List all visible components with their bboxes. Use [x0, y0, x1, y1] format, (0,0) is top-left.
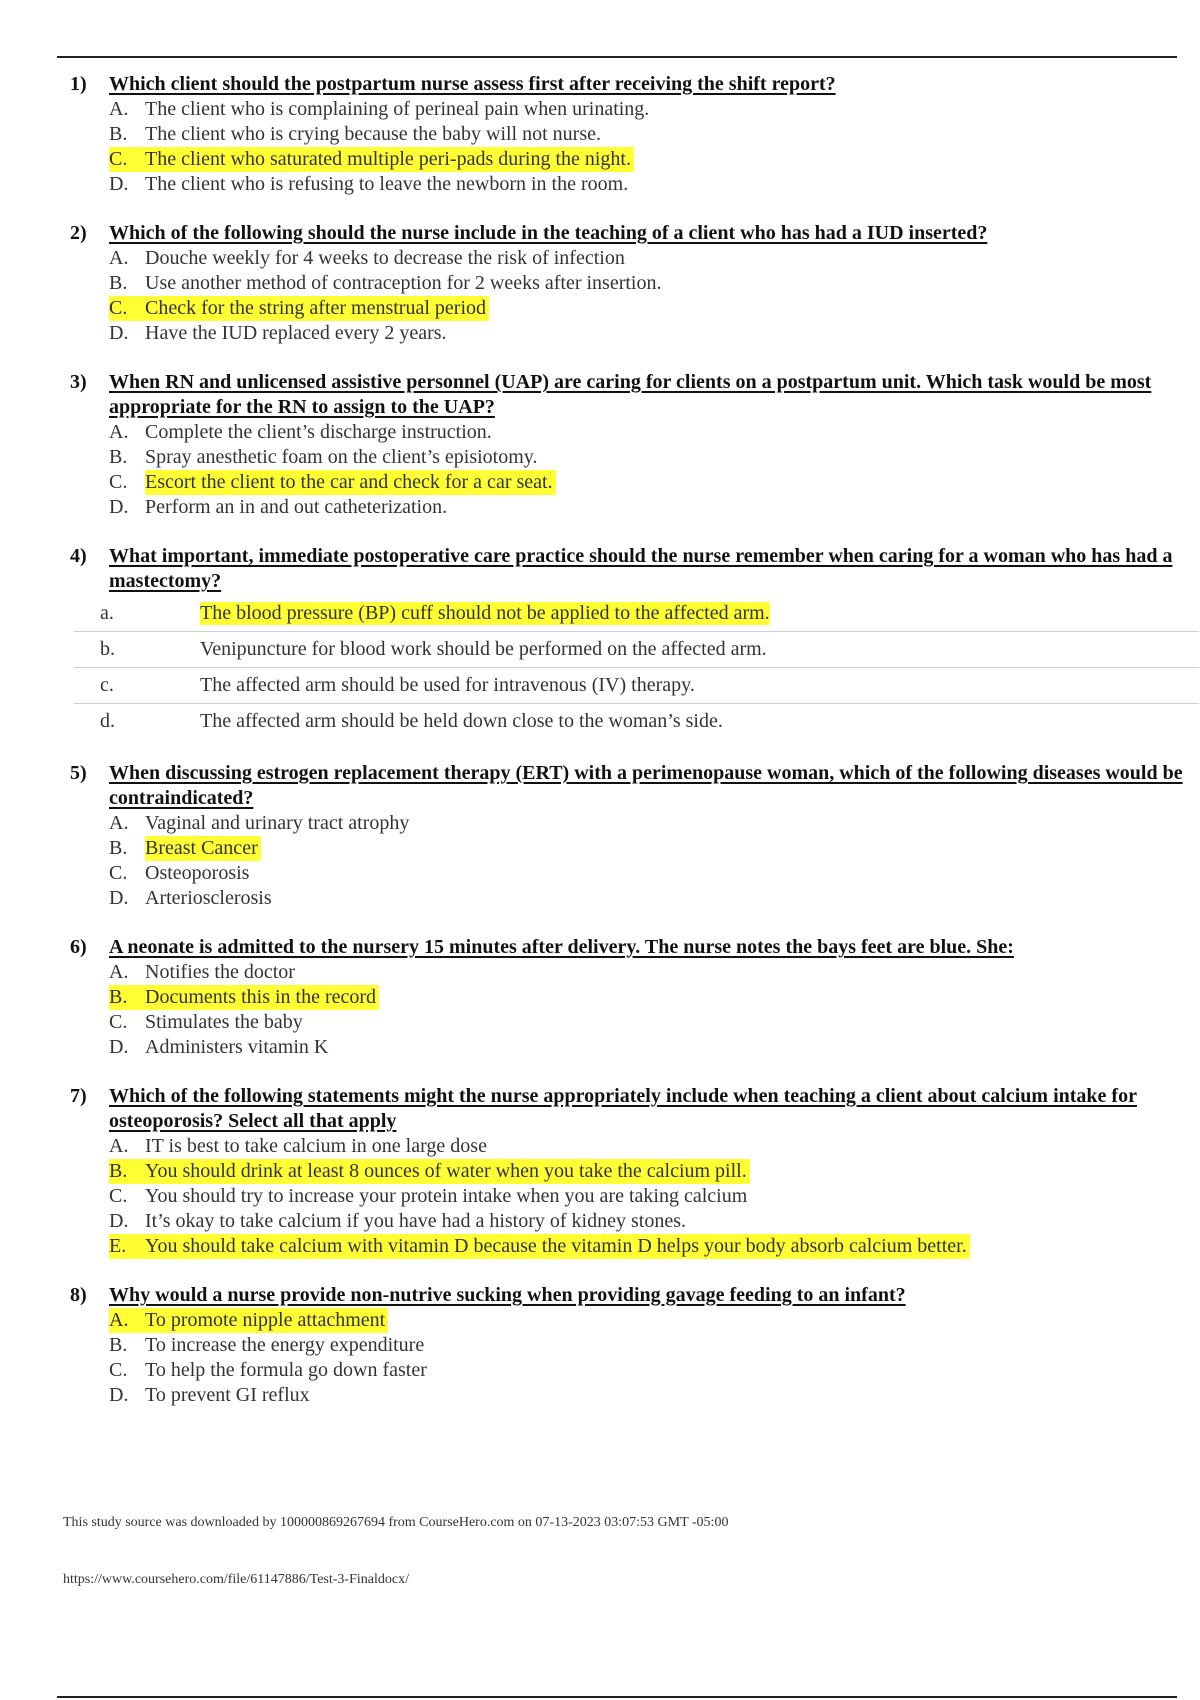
question-header — [70, 1283, 1185, 1308]
option-letter: b. — [100, 638, 115, 660]
option-letter: C. — [109, 1185, 128, 1207]
option-table — [70, 596, 1185, 739]
option-letter: C. — [109, 147, 145, 172]
option-row-b — [74, 632, 1199, 668]
question-8 — [70, 1283, 1185, 1408]
option-letter: A. — [109, 247, 129, 269]
option-text: To prevent GI reflux — [145, 1384, 310, 1406]
question-header — [70, 935, 1185, 960]
option-text: You should try to increase your protein intake when you are taking calcium — [145, 1185, 748, 1207]
question-number: 6) — [70, 936, 87, 958]
option-text: Breast Cancer — [145, 836, 261, 861]
question-header — [70, 370, 1185, 420]
question-number: 5) — [70, 762, 87, 784]
option-letter: A. — [109, 1135, 129, 1157]
option-text: Vaginal and urinary tract atrophy — [145, 812, 410, 834]
top-rule — [57, 56, 1177, 58]
option-text: The client who saturated multiple peri-pads during the night. — [145, 147, 634, 172]
option-letter: A. — [109, 1308, 145, 1333]
question-number: 2) — [70, 222, 87, 244]
question-text: What important, immediate postoperative care practice should the nurse remember when caring for a woman who has had a mastectomy? — [109, 545, 1173, 592]
question-number: 3) — [70, 371, 87, 393]
option-letter: B. — [109, 1159, 145, 1184]
option-e-highlighted — [109, 1234, 1185, 1259]
option-text: Stimulates the baby — [145, 1011, 303, 1033]
option-letter: A. — [109, 421, 129, 443]
option-text: Check for the string after menstrual period — [145, 296, 489, 321]
option-c-highlighted — [109, 147, 1185, 172]
option-a — [109, 960, 1185, 985]
bottom-rule — [57, 1696, 1177, 1698]
question-3 — [70, 370, 1185, 520]
option-text: The client who is complaining of perineal pain when urinating. — [145, 98, 650, 120]
option-c-highlighted — [109, 296, 1185, 321]
question-header — [70, 544, 1185, 594]
option-letter: D. — [109, 173, 129, 195]
option-text: To increase the energy expenditure — [145, 1334, 425, 1356]
option-letter: E. — [109, 1234, 145, 1259]
option-text: Spray anesthetic foam on the client’s episiotomy. — [145, 446, 538, 468]
option-letter: c. — [100, 674, 114, 696]
question-text: Why would a nurse provide non-nutrive sucking when providing gavage feeding to an infant? — [109, 1284, 906, 1306]
option-text: Douche weekly for 4 weeks to decrease the risk of infection — [145, 247, 625, 269]
option-letter: C. — [109, 1011, 128, 1033]
option-text: You should drink at least 8 ounces of water when you take the calcium pill. — [145, 1159, 750, 1184]
option-row-a-highlighted — [74, 596, 1199, 632]
option-a — [109, 1134, 1185, 1159]
option-text: Escort the client to the car and check for a car seat. — [145, 470, 556, 495]
option-letter: A. — [109, 98, 129, 120]
option-letter: d. — [100, 710, 115, 732]
option-letter: D. — [109, 322, 129, 344]
option-c — [109, 470, 1185, 495]
quiz-content — [70, 72, 1185, 1432]
option-letter: D. — [109, 1210, 129, 1232]
option-letter: B. — [109, 985, 145, 1010]
option-letter: C. — [109, 296, 145, 321]
option-letter: D. — [109, 1384, 129, 1406]
option-d — [109, 495, 1185, 520]
question-header — [70, 1084, 1185, 1134]
option-letter: B. — [109, 123, 128, 145]
question-text: Which of the following should the nurse include in the teaching of a client who has had a IUD inserted? — [109, 222, 988, 244]
option-letter: A. — [109, 812, 129, 834]
option-letter: D. — [109, 887, 129, 909]
option-letter: D. — [109, 496, 129, 518]
option-b-highlighted — [109, 1159, 1185, 1184]
option-text: Documents this in the record — [145, 985, 379, 1010]
option-text: Venipuncture for blood work should be performed on the affected arm. — [200, 638, 767, 660]
option-text: Administers vitamin K — [145, 1036, 329, 1058]
question-text: A neonate is admitted to the nursery 15 minutes after delivery. The nurse notes the bays feet are blue. She: — [109, 936, 1014, 958]
option-letter: C. — [109, 471, 128, 493]
option-row-c — [74, 668, 1199, 704]
option-text: It’s okay to take calcium if you have had a history of kidney stones. — [145, 1210, 686, 1232]
option-letter: C. — [109, 1359, 128, 1381]
option-letter: B. — [109, 837, 128, 859]
option-text: Use another method of contraception for 2 weeks after insertion. — [145, 272, 662, 294]
option-c — [109, 861, 1185, 886]
question-number: 1) — [70, 73, 87, 95]
option-a-highlighted — [109, 1308, 1185, 1333]
option-text: Perform an in and out catheterization. — [145, 496, 448, 518]
question-header — [70, 221, 1185, 246]
question-text: When RN and unlicensed assistive personnel (UAP) are caring for clients on a postpartum unit. Which task would be most appropriate for the RN to assign to the UAP? — [109, 371, 1152, 418]
question-text: When discussing estrogen replacement therapy (ERT) with a perimenopause woman, which of the following diseases would be contraindicated? — [109, 762, 1183, 809]
option-b — [109, 445, 1185, 470]
question-number: 8) — [70, 1284, 87, 1306]
option-text: To help the formula go down faster — [145, 1359, 427, 1381]
option-d — [109, 172, 1185, 197]
option-c — [109, 1010, 1185, 1035]
option-d — [109, 886, 1185, 911]
question-7 — [70, 1084, 1185, 1259]
source-url-link[interactable]: https://www.coursehero.com/file/61147886/Test-3-Finaldocx/ — [63, 1572, 409, 1587]
question-text: Which of the following statements might the nurse appropriately include when teaching a client about calcium intake for osteoporosis? Select all that apply — [109, 1085, 1137, 1132]
option-letter: D. — [109, 1036, 129, 1058]
option-d — [109, 1035, 1185, 1060]
option-text: The client who is crying because the baby will not nurse. — [145, 123, 601, 145]
option-text: Arteriosclerosis — [145, 887, 272, 909]
option-c — [109, 1184, 1185, 1209]
option-text: Complete the client’s discharge instruction. — [145, 421, 492, 443]
question-header — [70, 72, 1185, 97]
option-b — [109, 122, 1185, 147]
option-text: The blood pressure (BP) cuff should not be applied to the affected arm. — [200, 602, 770, 624]
option-letter: B. — [109, 1334, 128, 1356]
option-text: The affected arm should be held down close to the woman’s side. — [200, 710, 723, 732]
option-b-highlighted — [109, 985, 1185, 1010]
question-6 — [70, 935, 1185, 1060]
option-text: You should take calcium with vitamin D because the vitamin D helps your body absorb calcium better. — [145, 1234, 970, 1259]
option-b — [109, 836, 1185, 861]
question-number: 7) — [70, 1085, 87, 1107]
option-text: IT is best to take calcium in one large dose — [145, 1135, 487, 1157]
question-header — [70, 761, 1185, 811]
option-b — [109, 271, 1185, 296]
option-letter: a. — [100, 602, 114, 624]
option-letter: C. — [109, 862, 128, 884]
option-d — [109, 1209, 1185, 1234]
option-text: The affected arm should be used for intravenous (IV) therapy. — [200, 674, 695, 696]
option-a — [109, 97, 1185, 122]
option-a — [109, 246, 1185, 271]
option-letter: B. — [109, 446, 128, 468]
option-d — [109, 321, 1185, 346]
question-4 — [70, 544, 1185, 739]
option-text: Osteoporosis — [145, 862, 250, 884]
option-c — [109, 1358, 1185, 1383]
question-1 — [70, 72, 1185, 197]
option-text: To promote nipple attachment — [145, 1308, 388, 1333]
question-5 — [70, 761, 1185, 911]
option-a — [109, 811, 1185, 836]
option-b — [109, 1333, 1185, 1358]
option-row-d — [74, 704, 1199, 739]
download-note: This study source was downloaded by 100000869267694 from CourseHero.com on 07-13-2023 03:07:53 GMT -05:00 — [63, 1515, 729, 1530]
option-letter: A. — [109, 961, 129, 983]
question-2 — [70, 221, 1185, 346]
question-text: Which client should the postpartum nurse assess first after receiving the shift report? — [109, 73, 836, 95]
option-letter: B. — [109, 272, 128, 294]
option-text: Have the IUD replaced every 2 years. — [145, 322, 447, 344]
option-text: The client who is refusing to leave the newborn in the room. — [145, 173, 629, 195]
option-text: Notifies the doctor — [145, 961, 295, 983]
question-number: 4) — [70, 545, 87, 567]
option-a — [109, 420, 1185, 445]
option-d — [109, 1383, 1185, 1408]
